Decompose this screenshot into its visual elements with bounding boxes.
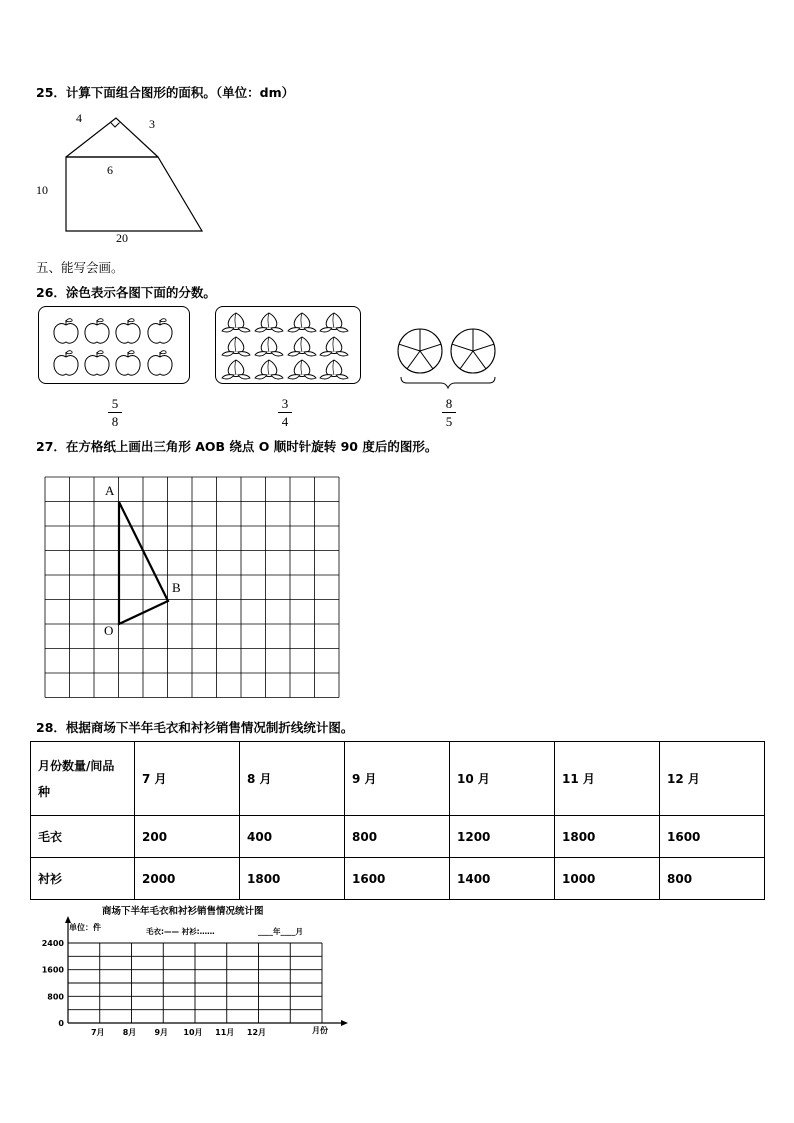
value-cell: 1600 bbox=[345, 858, 450, 900]
x-axis-arrow bbox=[341, 1020, 348, 1026]
value-cell: 1000 bbox=[555, 858, 660, 900]
label-3: 3 bbox=[149, 117, 155, 131]
apple-icon bbox=[116, 319, 140, 343]
q27-title: 27．在方格纸上画出三角形 AOB 绕点 O 顺时针旋转 90 度后的图形。 bbox=[36, 439, 438, 454]
chart-legend: 毛衣:—— 衬衫:…… bbox=[146, 927, 215, 936]
sales-table bbox=[30, 741, 765, 900]
fraction-3-4 bbox=[275, 396, 295, 429]
peach-icon bbox=[222, 313, 250, 332]
grid-paper[interactable] bbox=[44, 476, 340, 698]
point-a-label: A bbox=[105, 483, 115, 498]
grid-lines bbox=[45, 477, 339, 698]
peach-group bbox=[216, 307, 360, 383]
numerator: 5 bbox=[111, 396, 119, 411]
value-cell: 1800 bbox=[555, 816, 660, 858]
apple-icon bbox=[85, 319, 109, 343]
q25-title: 25．计算下面组合图形的面积。（单位：dm） bbox=[36, 85, 295, 100]
chart-title: 商场下半年毛衣和衬衫销售情况统计图 bbox=[102, 906, 264, 917]
denominator: 8 bbox=[111, 414, 119, 429]
apple-icon bbox=[54, 351, 78, 375]
q26-title: 26．涂色表示各图下面的分数。 bbox=[36, 285, 216, 300]
month-cell: 10 月 bbox=[450, 742, 555, 816]
label-10: 10 bbox=[36, 183, 48, 197]
peach-icon bbox=[222, 337, 250, 356]
apple-icon bbox=[148, 351, 172, 375]
y-axis-arrow bbox=[65, 916, 71, 923]
q25-figure bbox=[30, 110, 220, 245]
chart-ticks bbox=[42, 939, 266, 1037]
chart-grid bbox=[68, 943, 322, 1023]
chart-xlabel: 月份 bbox=[312, 1026, 328, 1035]
peach-icon bbox=[255, 337, 283, 356]
apple-icon bbox=[85, 351, 109, 375]
month-cell: 7 月 bbox=[135, 742, 240, 816]
y-tick-label: 0 bbox=[58, 1019, 64, 1028]
label-6: 6 bbox=[107, 163, 113, 177]
circles-figure bbox=[393, 322, 503, 390]
value-cell: 800 bbox=[345, 816, 450, 858]
peach-box bbox=[215, 306, 361, 384]
header-line-2: 种 bbox=[38, 784, 51, 799]
month-cell: 12 月 bbox=[660, 742, 765, 816]
x-tick-label: 10月 bbox=[183, 1028, 203, 1037]
denominator: 5 bbox=[445, 414, 453, 429]
header-cell bbox=[31, 742, 135, 816]
trapezoid-shape bbox=[66, 157, 202, 231]
fraction-5-8 bbox=[105, 396, 125, 429]
value-cell: 200 bbox=[135, 816, 240, 858]
peach-icon bbox=[255, 313, 283, 332]
numerator: 3 bbox=[281, 396, 289, 411]
section-5-title: 五、能写会画。 bbox=[36, 260, 124, 275]
brace bbox=[401, 377, 495, 388]
x-tick-label: 9月 bbox=[154, 1028, 169, 1037]
apple-box bbox=[38, 306, 190, 384]
peach-icon bbox=[320, 337, 348, 356]
point-b-label: B bbox=[172, 580, 181, 595]
peach-icon bbox=[288, 360, 316, 379]
table-row bbox=[31, 816, 765, 858]
peach-icon bbox=[255, 360, 283, 379]
peach-icon bbox=[320, 360, 348, 379]
peach-icon bbox=[320, 313, 348, 332]
peach-icon bbox=[288, 313, 316, 332]
value-cell: 2000 bbox=[135, 858, 240, 900]
x-tick-label: 11月 bbox=[215, 1028, 235, 1037]
q28-title: 28．根据商场下半年毛衣和衬衫销售情况制折线统计图。 bbox=[36, 720, 354, 735]
apple-group bbox=[39, 307, 189, 383]
apple-icon bbox=[54, 319, 78, 343]
y-tick-label: 800 bbox=[47, 992, 64, 1002]
right-angle-mark bbox=[111, 122, 120, 127]
month-cell: 11 月 bbox=[555, 742, 660, 816]
chart-unit: 单位：件 bbox=[69, 923, 101, 932]
value-cell: 1200 bbox=[450, 816, 555, 858]
month-cell: 9 月 bbox=[345, 742, 450, 816]
header-line-1: 月份数量/间品 bbox=[38, 758, 115, 773]
apple-icon bbox=[148, 319, 172, 343]
triangle-aob bbox=[119, 502, 168, 624]
circle-right bbox=[451, 329, 495, 373]
value-cell: 1600 bbox=[660, 816, 765, 858]
x-tick-label: 12月 bbox=[246, 1028, 267, 1037]
x-tick-label: 8月 bbox=[122, 1028, 137, 1037]
y-tick-label: 1600 bbox=[41, 965, 64, 975]
table-row bbox=[31, 858, 765, 900]
y-tick-label: 2400 bbox=[41, 939, 64, 948]
value-cell: 800 bbox=[660, 858, 765, 900]
value-cell: 1800 bbox=[240, 858, 345, 900]
denominator: 4 bbox=[281, 414, 289, 429]
point-o-label: O bbox=[104, 623, 114, 638]
line-chart[interactable] bbox=[30, 914, 355, 1039]
fraction-8-5 bbox=[439, 396, 459, 429]
label-20: 20 bbox=[116, 231, 128, 245]
month-cell: 8 月 bbox=[240, 742, 345, 816]
peach-icon bbox=[222, 360, 250, 379]
value-cell: 400 bbox=[240, 816, 345, 858]
table-header-row bbox=[31, 742, 765, 816]
value-cell: 1400 bbox=[450, 858, 555, 900]
numerator: 8 bbox=[445, 396, 453, 411]
row-name-cell: 衬衫 bbox=[31, 858, 135, 900]
apple-icon bbox=[116, 351, 140, 375]
circle-left bbox=[398, 329, 442, 373]
label-4: 4 bbox=[76, 111, 82, 125]
chart-date: ____年____月 bbox=[258, 927, 303, 936]
peach-icon bbox=[288, 337, 316, 356]
row-name-cell: 毛衣 bbox=[31, 816, 135, 858]
x-tick-label: 7月 bbox=[90, 1028, 105, 1037]
